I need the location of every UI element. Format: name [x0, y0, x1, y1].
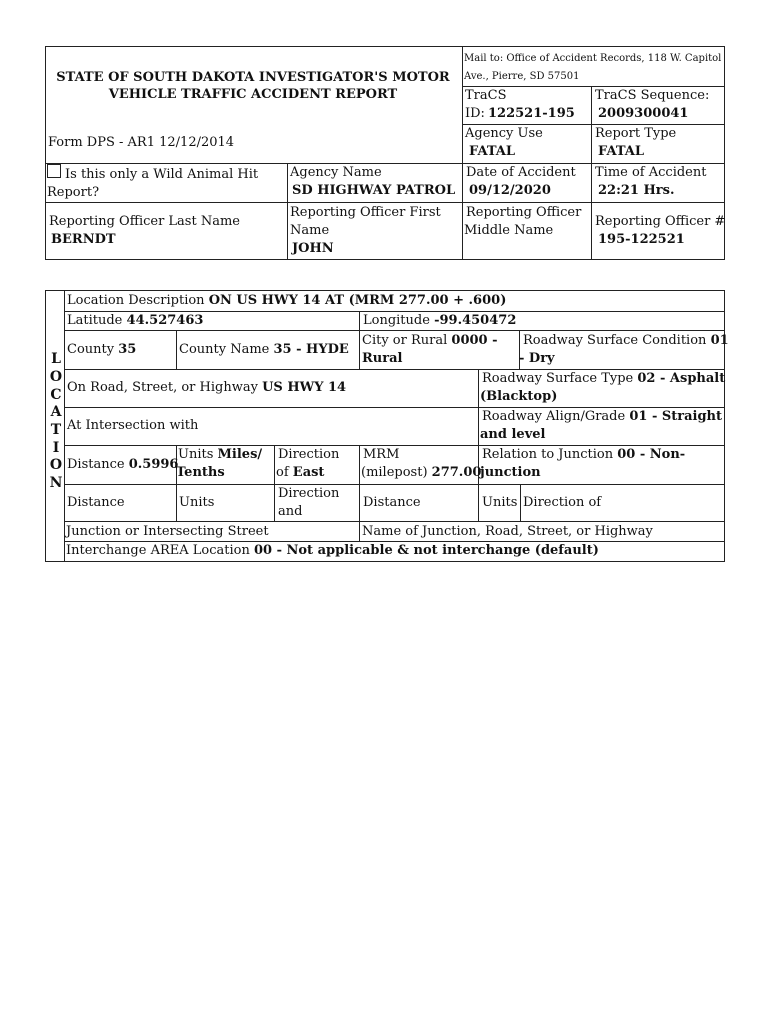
officer-first-name-label: Reporting Officer First: [290, 205, 441, 220]
distance-3-label: Distance: [363, 495, 421, 510]
units-label: Units: [178, 447, 214, 462]
distance-label: Distance: [67, 457, 125, 472]
tracs-sequence-label: TraCS Sequence:: [595, 88, 710, 103]
surface-type-value: 02 - Asphalt: [637, 371, 726, 386]
direction-and-label: Direction: [278, 486, 340, 501]
side-letter: C: [50, 387, 62, 403]
intersection-label: At Intersection with: [67, 418, 199, 433]
surface-type-label: Roadway Surface Type: [482, 371, 634, 386]
county-name-value: 35 - HYDE: [273, 342, 349, 357]
officer-first-name-label-2: Name: [290, 223, 330, 238]
accident-time-label: Time of Accident: [595, 165, 707, 180]
report-type-label: Report Type: [595, 126, 677, 141]
surface-condition-value: 01: [710, 333, 729, 348]
direction-of: [276, 464, 324, 482]
longitude: [363, 312, 516, 330]
latitude: [67, 312, 203, 330]
officer-number-label: Reporting Officer #: [595, 214, 726, 229]
direction-label-2: of: [276, 465, 289, 480]
city-or-rural-label: City or Rural: [362, 333, 448, 348]
distance: [67, 456, 178, 474]
units-3-label: Units: [482, 495, 518, 510]
county-value: 35: [118, 342, 137, 357]
wild-animal-label: Is this only a Wild Animal Hit: [65, 167, 259, 182]
report-title-line1: STATE OF SOUTH DAKOTA INVESTIGATOR'S MOTOR: [56, 70, 450, 85]
agency-use-value: FATAL: [469, 144, 516, 159]
mrm-milepost: [361, 464, 481, 482]
county-label: County: [67, 342, 115, 357]
agency-name-label: Agency Name: [290, 165, 382, 180]
mrm-value: 277.00: [431, 465, 482, 480]
interchange-area: [66, 542, 599, 560]
location-description: [67, 292, 506, 310]
direction-and-label-2: and: [278, 504, 303, 519]
on-road: [67, 379, 346, 397]
interchange-area-label: Interchange AREA Location: [66, 543, 250, 558]
wild-animal-label-2: Report?: [47, 185, 100, 200]
direction-of-label: Direction of: [523, 495, 602, 510]
side-letter: O: [49, 457, 63, 473]
units: [178, 446, 262, 464]
city-or-rural: [362, 332, 498, 350]
report-type-value: FATAL: [598, 144, 645, 159]
wild-animal-checkbox[interactable]: [47, 164, 61, 178]
relation-to-junction-value: 00 - Non-: [617, 447, 686, 462]
distance-2-label: Distance: [67, 495, 125, 510]
surface-condition-value-2: - Dry: [519, 351, 555, 366]
officer-number-value: 195-122521: [598, 232, 685, 247]
junction-street-label: Junction or Intersecting Street: [66, 524, 269, 539]
side-letter: I: [52, 440, 60, 456]
mail-to-address: Mail to: Office of Accident Records, 118 W. Capitol Ave., Pierre, SD 57501: [464, 53, 722, 82]
latitude-label: Latitude: [67, 313, 123, 328]
accident-time-value: 22:21 Hrs.: [598, 183, 675, 198]
city-or-rural-value-2: Rural: [362, 351, 403, 366]
longitude-value: -99.450472: [434, 313, 517, 328]
relation-to-junction-label: Relation to Junction: [482, 447, 614, 462]
location-description-value: ON US HWY 14 AT (MRM 277.00 + .600): [208, 293, 507, 308]
report-title-line2: VEHICLE TRAFFIC ACCIDENT REPORT: [108, 87, 398, 102]
longitude-label: Longitude: [363, 313, 430, 328]
accident-date-value: 09/12/2020: [469, 183, 551, 198]
side-letter: A: [50, 404, 62, 420]
tracs-id-label-2: ID:: [465, 106, 485, 121]
tracs-id-label: TraCS: [465, 88, 507, 103]
junction-name-label: Name of Junction, Road, Street, or Highway: [362, 524, 653, 539]
officer-last-name-label: Reporting Officer Last Name: [49, 214, 240, 229]
tracs-sequence-value: 2009300041: [598, 106, 689, 121]
side-letter: L: [51, 351, 61, 367]
latitude-value: 44.527463: [126, 313, 204, 328]
side-letter: N: [49, 475, 63, 491]
side-letter: O: [49, 369, 63, 385]
agency-name-value: SD HIGHWAY PATROL: [292, 183, 456, 198]
interchange-area-value: 00 - Not applicable & not interchange (default): [253, 543, 599, 558]
direction-value: East: [292, 465, 325, 480]
side-letter: T: [50, 422, 62, 438]
mrm-label: MRM: [363, 447, 400, 462]
accident-date-label: Date of Accident: [466, 165, 576, 180]
city-or-rural-value: 0000 -: [451, 333, 498, 348]
units-value: Miles/: [217, 447, 263, 462]
roadway-align-value: 01 - Straight: [629, 409, 723, 424]
relation-to-junction-value-2: junction: [480, 465, 541, 480]
on-road-label: On Road, Street, or Highway: [67, 380, 258, 395]
distance-value: 0.5996: [128, 457, 179, 472]
county-name-label: County Name: [179, 342, 270, 357]
officer-middle-name-label-2: Middle Name: [464, 223, 554, 238]
units-value-2: Tenths: [176, 465, 225, 480]
county: [67, 341, 136, 359]
roadway-align-label: Roadway Align/Grade: [482, 409, 626, 424]
surface-condition-label: Roadway Surface Condition: [523, 333, 707, 348]
agency-use-label: Agency Use: [465, 126, 543, 141]
officer-middle-name-label: Reporting Officer: [466, 205, 582, 220]
officer-first-name-value: JOHN: [292, 241, 334, 256]
surface-type-value-2: (Blacktop): [480, 389, 558, 404]
form-id: Form DPS - AR1 12/12/2014: [48, 135, 235, 150]
surface-condition: [523, 332, 729, 350]
surface-type: [482, 370, 725, 388]
units-2-label: Units: [179, 495, 215, 510]
on-road-value: US HWY 14: [262, 380, 347, 395]
location-description-label: Location Description: [67, 293, 205, 308]
tracs-id-value: 122521-195: [488, 106, 575, 121]
officer-last-name-value: BERNDT: [51, 232, 116, 247]
relation-to-junction: [482, 446, 685, 464]
roadway-align-value-2: and level: [480, 427, 546, 442]
mrm-label-2: (milepost): [361, 465, 428, 480]
county-name: [179, 341, 349, 359]
roadway-align: [482, 408, 722, 426]
direction-label: Direction: [278, 447, 340, 462]
